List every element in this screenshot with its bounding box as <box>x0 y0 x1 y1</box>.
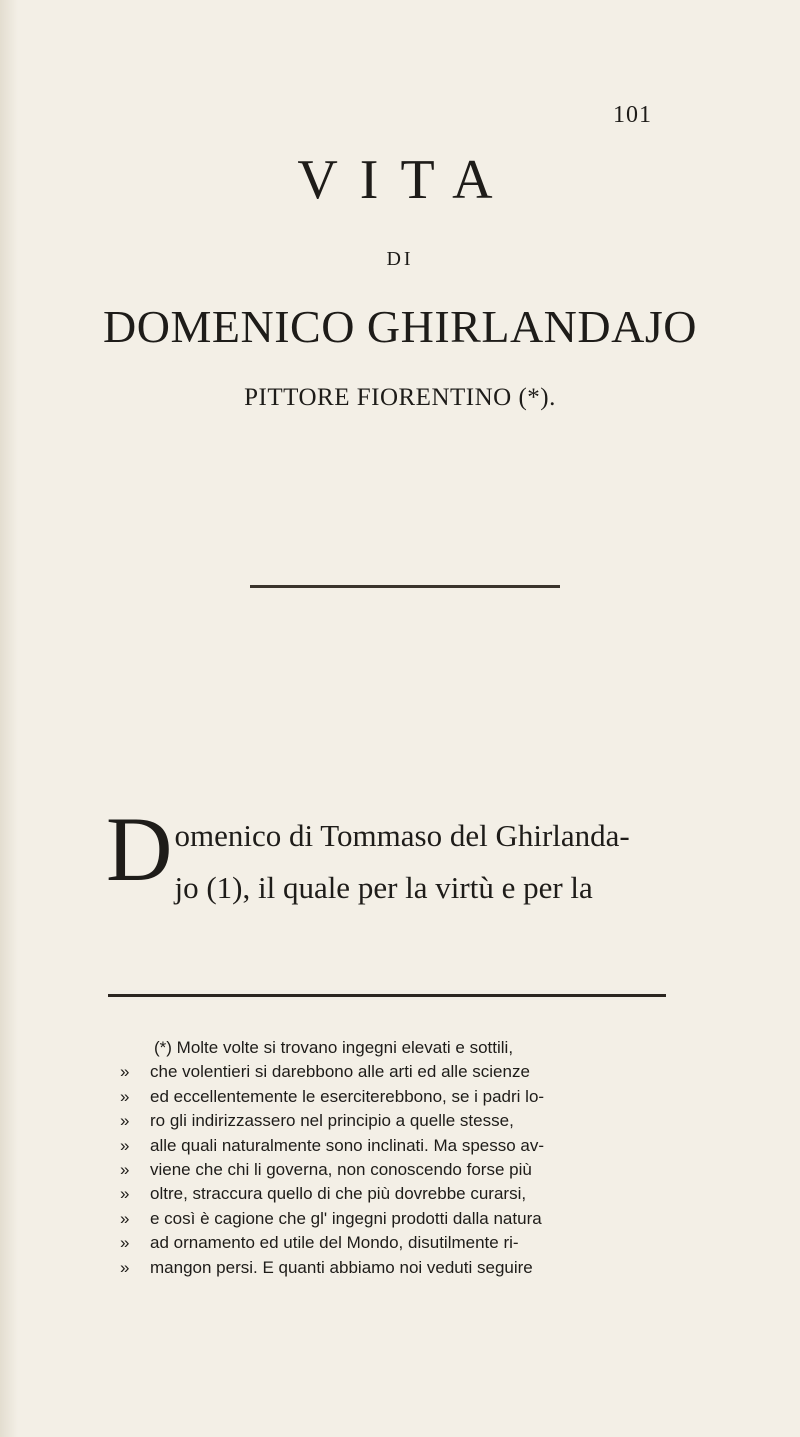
main-text <box>106 798 668 914</box>
quote-mark: » <box>120 1111 130 1131</box>
quote-mark: » <box>120 1208 130 1228</box>
drop-cap-initial: D <box>106 798 173 900</box>
footnote-line: » mangon persi. E quanti abbiamo noi veduti seguire <box>120 1256 670 1280</box>
footnote-line: » viene che chi li governa, non conoscendo forse più <box>120 1158 670 1182</box>
body-line: omenico di Tommaso del Ghirlanda- <box>174 818 630 853</box>
page-edge-shadow <box>0 0 18 1437</box>
quote-mark: » <box>120 1086 130 1106</box>
quote-mark: » <box>120 1062 130 1082</box>
footnote-line: (*) Molte volte si trovano ingegni elevati e sottili, <box>154 1038 514 1057</box>
title-di: DI <box>386 248 414 270</box>
footnote <box>120 1036 670 1280</box>
page-number: 101 <box>613 102 652 128</box>
quote-mark: » <box>120 1257 130 1277</box>
body-line: jo (1), il quale per la virtù e per la <box>174 870 593 905</box>
title-vita: VITA <box>297 149 515 211</box>
quote-mark: » <box>120 1160 130 1180</box>
footnote-line: » oltre, straccura quello di che più dovrebbe curarsi, <box>120 1182 670 1206</box>
footnote-line: » ed eccellentemente le eserciterebbono, se i padri lo- <box>120 1085 670 1109</box>
footnote-rule <box>108 994 666 997</box>
quote-mark: » <box>120 1233 130 1253</box>
footnote-line: » che volentieri si darebbono alle arti ed alle scienze <box>120 1060 670 1084</box>
quote-mark: » <box>120 1135 130 1155</box>
footnote-line: » ad ornamento ed utile del Mondo, disutilmente ri- <box>120 1231 670 1255</box>
ornamental-rule <box>250 585 560 588</box>
footnote-line: » ro gli indirizzassero nel principio a quelle stesse, <box>120 1109 670 1133</box>
footnote-line: » alle quali naturalmente sono inclinati. Ma spesso av- <box>120 1134 670 1158</box>
title-subtitle: PITTORE FIORENTINO (*). <box>244 384 556 411</box>
title-name: DOMENICO GHIRLANDAJO <box>103 301 697 352</box>
footnote-line: » e così è cagione che gl' ingegni prodotti dalla natura <box>120 1207 670 1231</box>
quote-mark: » <box>120 1184 130 1204</box>
